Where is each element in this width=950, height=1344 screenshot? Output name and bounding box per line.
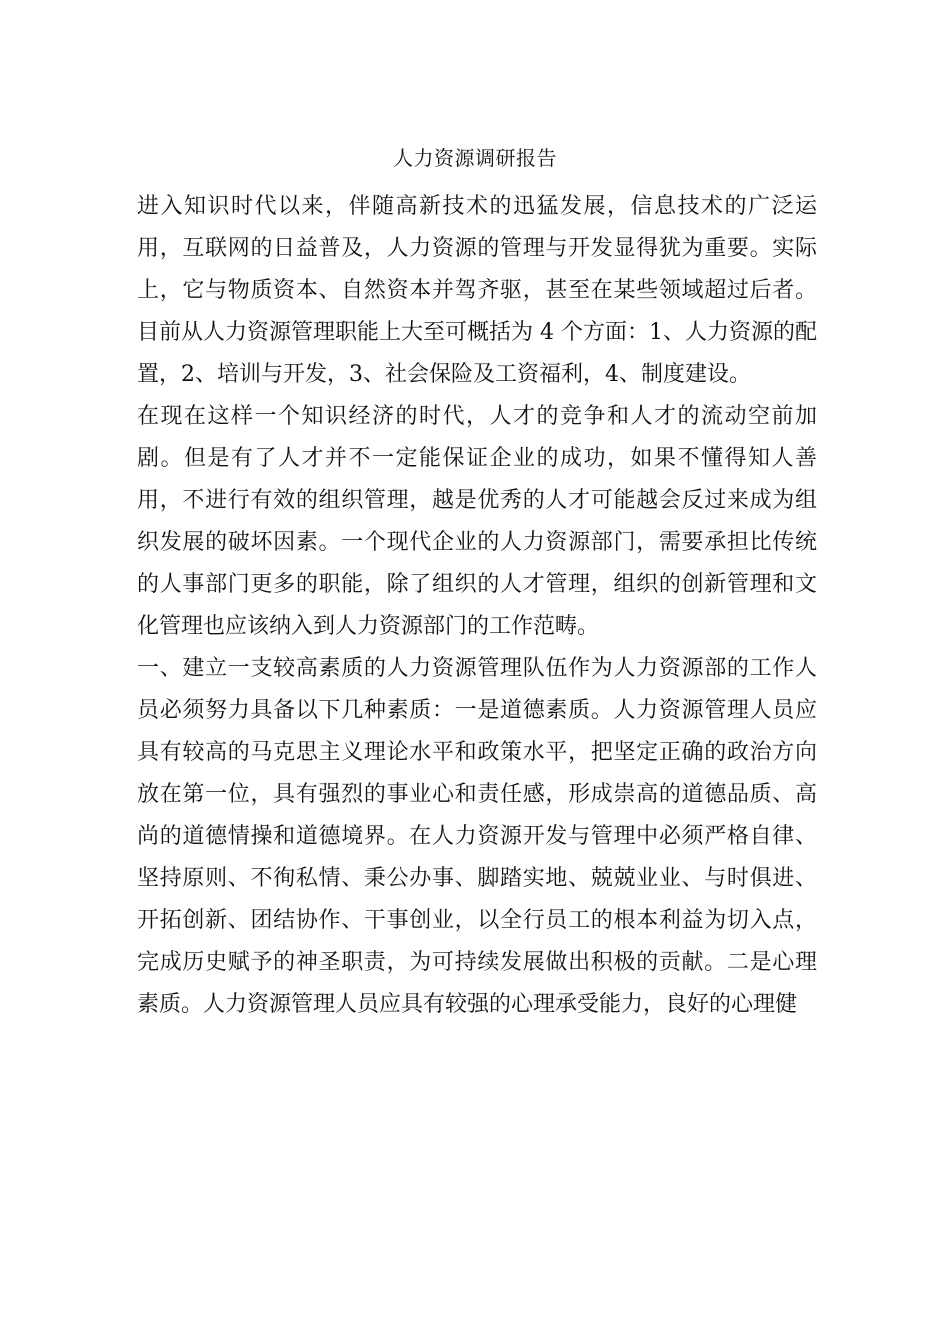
paragraph-talent-competition: 在现在这样一个知识经济的时代，人才的竞争和人才的流动空前加剧。但是有了人才并不一定能保证企业的成功，如果不懂得知人善用，不进行有效的组织管理，越是优秀的人才可能越会反过来成为组织发展的破坏因素。一个现代企业的人力资源部门，需要承担比传统的人事部门更多的职能，除了组织的人才管理，组织的创新管理和文化管理也应该纳入到人力资源部门的工作范畴。 <box>137 404 817 639</box>
document-body <box>137 186 817 1026</box>
paragraph-intro: 进入知识时代以来，伴随高新技术的迅猛发展，信息技术的广泛运用，互联网的日益普及，人力资源的管理与开发显得犹为重要。实际上，它与物质资本、自然资本并驾齐驱，甚至在某些领域超过后者。目前从人力资源管理职能上大至可概括为 4 个方面：1、人力资源的配置，2、培训与开发，3、社会保险及工资福利，4、制度建设。 <box>137 194 817 387</box>
document-title: 人力资源调研报告 <box>393 146 557 170</box>
paragraph-section-one: 一、建立一支较高素质的人力资源管理队伍作为人力资源部的工作人员必须努力具备以下几种素质：一是道德素质。人力资源管理人员应具有较高的马克思主义理论水平和政策水平，把坚定正确的政治方向放在第一位，具有强烈的事业心和责任感，形成崇高的道德品质、高尚的道德情操和道德境界。在人力资源开发与管理中必须严格自律、坚持原则、不徇私情、秉公办事、脚踏实地、兢兢业业、与时俱进、开拓创新、团结协作、干事创业，以全行员工的根本利益为切入点，完成历史赋予的神圣职责，为可持续发展做出积极的贡献。二是心理素质。人力资源管理人员应具有较强的心理承受能力，良好的心理健 <box>137 656 817 1017</box>
